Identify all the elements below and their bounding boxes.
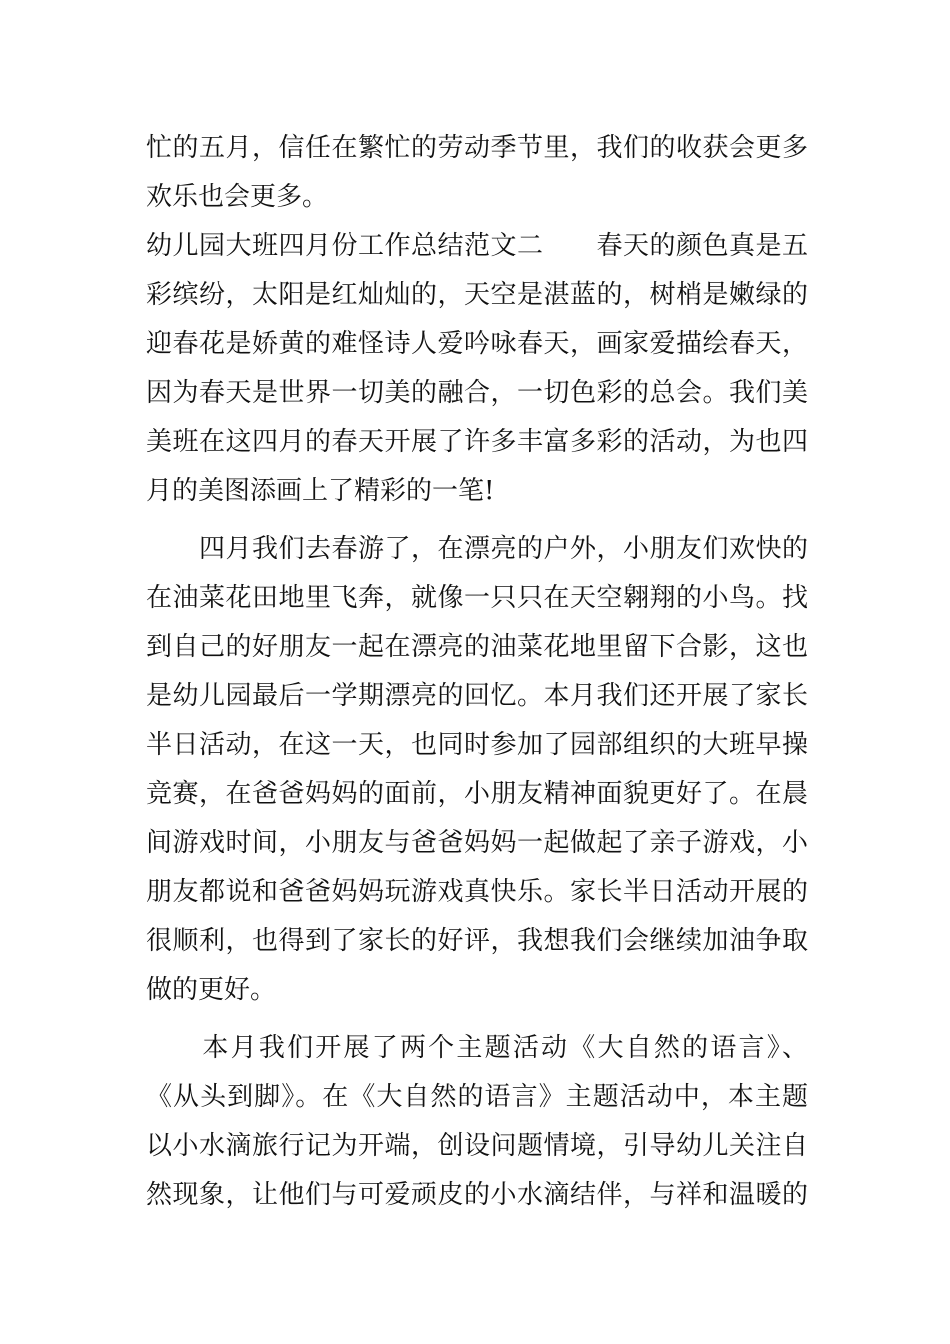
section-heading-line: 幼儿园大班四月份工作总结范文二 春天的颜色真是五 xyxy=(146,231,808,261)
text-line: 以小水滴旅行记为开端，创设问题情境，引导幼儿关注自 xyxy=(146,1131,808,1161)
body-text xyxy=(146,124,808,1220)
text-line: 彩缤纷，太阳是红灿灿的，天空是湛蓝的，树梢是嫩绿的 xyxy=(146,280,808,310)
text-line: 是幼儿园最后一学期漂亮的回忆。本月我们还开展了家长 xyxy=(146,681,808,711)
text-line: 欢乐也会更多。 xyxy=(146,182,329,212)
text-line: 迎春花是娇黄的难怪诗人爱吟咏春天，画家爱描绘春天， xyxy=(146,329,808,359)
text-line: 月的美图添画上了精彩的一笔! xyxy=(146,476,495,506)
text-line: 半日活动，在这一天，也同时参加了园部组织的大班早操 xyxy=(146,730,808,760)
text-line: 朋友都说和爸爸妈妈玩游戏真快乐。家长半日活动开展的 xyxy=(146,877,808,907)
text-line: 美班在这四月的春天开展了许多丰富多彩的活动，为也四 xyxy=(146,427,808,457)
text-line: 本月我们开展了两个主题活动《大自然的语言》、 xyxy=(146,1033,808,1063)
text-line: 《从头到脚》。在《大自然的语言》主题活动中，本主题 xyxy=(146,1082,808,1112)
text-line: 到自己的好朋友一起在漂亮的油菜花地里留下合影，这也 xyxy=(146,632,808,662)
text-line: 然现象，让他们与可爱顽皮的小水滴结伴，与祥和温暖的 xyxy=(146,1180,808,1210)
paragraph-gap xyxy=(146,1015,808,1024)
text-line: 间游戏时间，小朋友与爸爸妈妈一起做起了亲子游戏，小 xyxy=(146,828,808,858)
text-line: 很顺利，也得到了家长的好评，我想我们会继续加油争取 xyxy=(146,926,808,956)
paragraph-gap xyxy=(146,516,808,525)
text-line: 在油菜花田地里飞奔，就像一只只在天空翱翔的小鸟。找 xyxy=(146,583,808,613)
text-line: 做的更好。 xyxy=(146,975,277,1005)
text-line: 忙的五月，信任在繁忙的劳动季节里，我们的收获会更多 xyxy=(146,133,808,163)
text-line: 四月我们去春游了，在漂亮的户外，小朋友们欢快的 xyxy=(146,534,808,564)
text-line: 因为春天是世界一切美的融合，一切色彩的总会。我们美 xyxy=(146,378,808,408)
text-line: 竞赛，在爸爸妈妈的面前，小朋友精神面貌更好了。在晨 xyxy=(146,779,808,809)
